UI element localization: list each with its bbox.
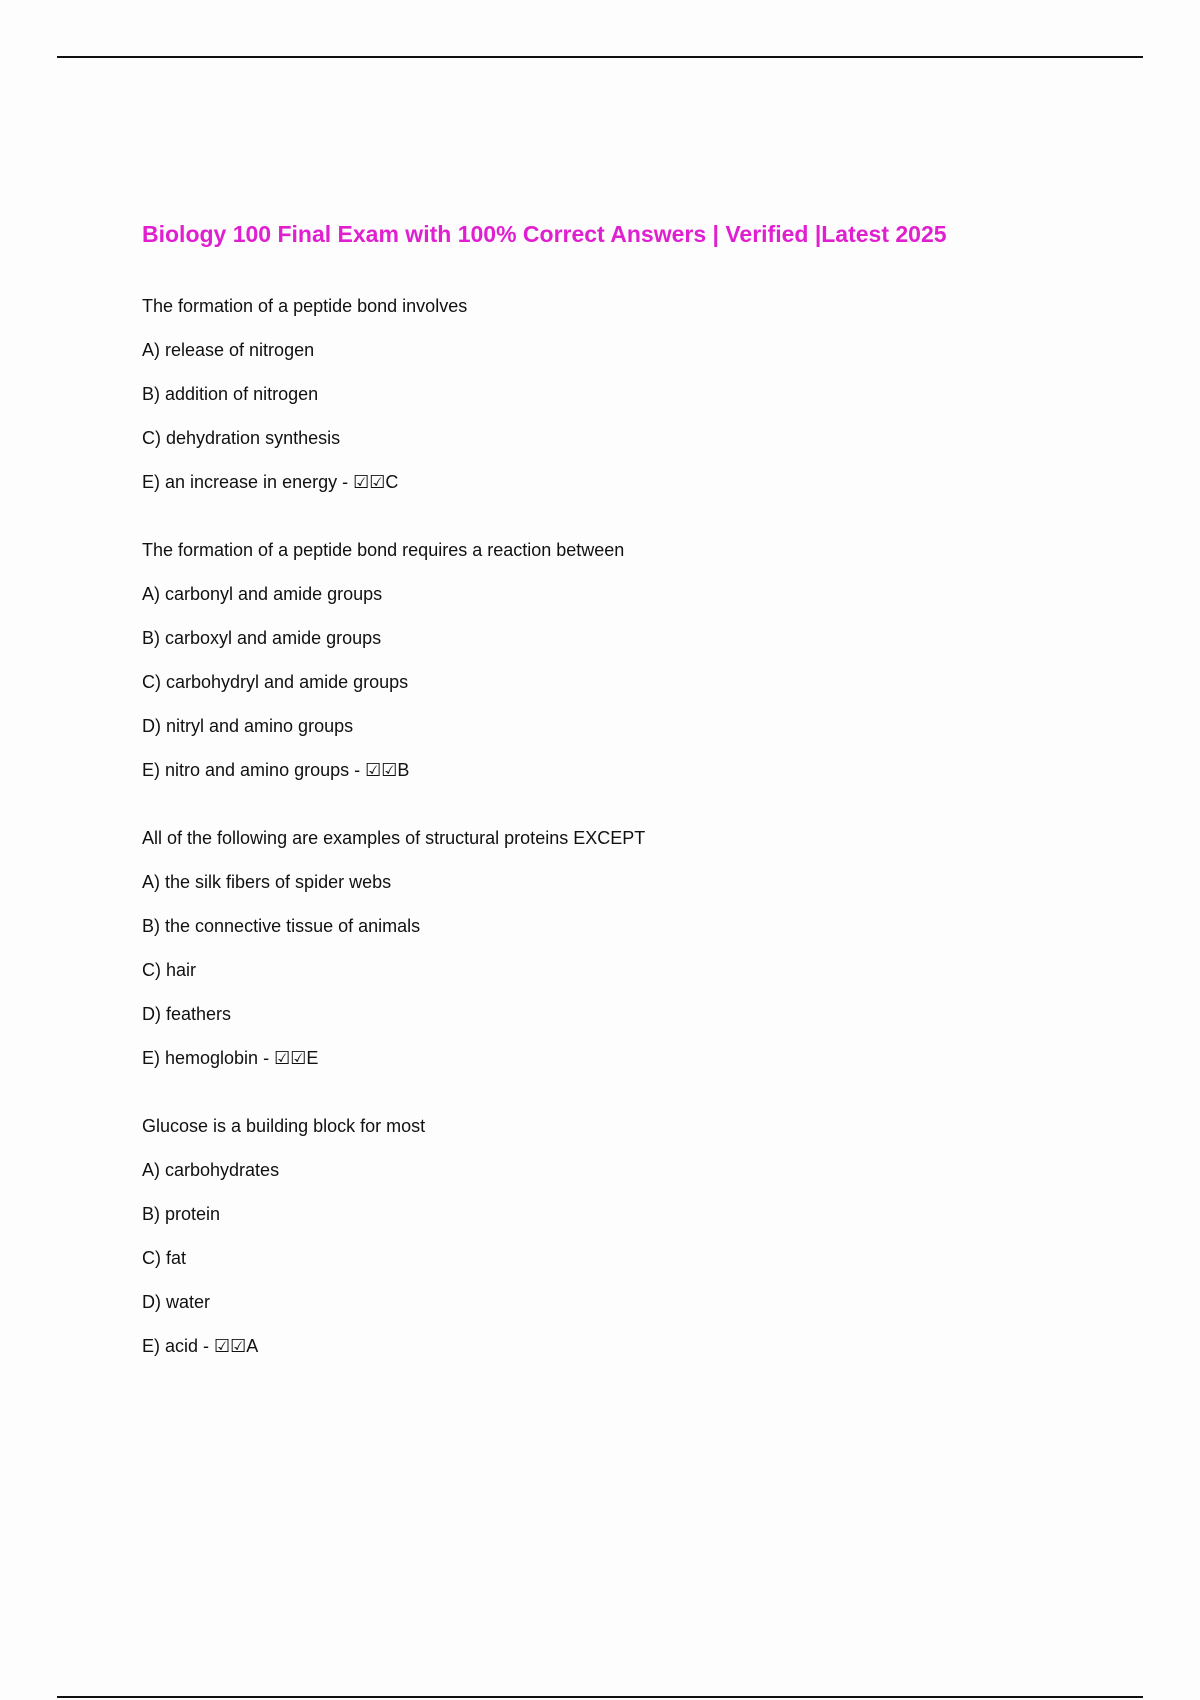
document-title: Biology 100 Final Exam with 100% Correct Answers | Verified |Latest 2025 [142,221,947,247]
question-list [142,294,1102,1358]
question-2 [142,538,1102,782]
option-c: C) fat [142,1248,187,1268]
option-a: A) carbohydrates [142,1160,280,1180]
question-stem: Glucose is a building block for most [142,1116,426,1136]
option-a: A) release of nitrogen [142,340,315,360]
question-stem: The formation of a peptide bond involves [142,296,468,316]
question-3 [142,826,1102,1070]
option-e-with-answer: E) acid - ☑☑A [142,1336,259,1356]
option-d: D) water [142,1292,211,1312]
option-d: D) nitryl and amino groups [142,716,354,736]
option-c: C) carbohydryl and amide groups [142,672,409,692]
option-b: B) the connective tissue of animals [142,916,421,936]
option-a: A) the silk fibers of spider webs [142,872,392,892]
option-d: D) feathers [142,1004,232,1024]
option-e-with-answer: E) an increase in energy - ☑☑C [142,472,399,492]
option-a: A) carbonyl and amide groups [142,584,383,604]
option-c: C) dehydration synthesis [142,428,341,448]
option-b: B) carboxyl and amide groups [142,628,382,648]
option-c: C) hair [142,960,197,980]
option-b: B) addition of nitrogen [142,384,319,404]
question-1 [142,294,1102,494]
option-b: B) protein [142,1204,221,1224]
option-e-with-answer: E) hemoglobin - ☑☑E [142,1048,319,1068]
option-e-with-answer: E) nitro and amino groups - ☑☑B [142,760,410,780]
question-stem: The formation of a peptide bond requires a reaction between [142,540,625,560]
header-rule [57,56,1143,58]
document-content [142,214,1102,1402]
question-stem: All of the following are examples of structural proteins EXCEPT [142,828,646,848]
footer-rule [57,1696,1143,1698]
question-4 [142,1114,1102,1358]
